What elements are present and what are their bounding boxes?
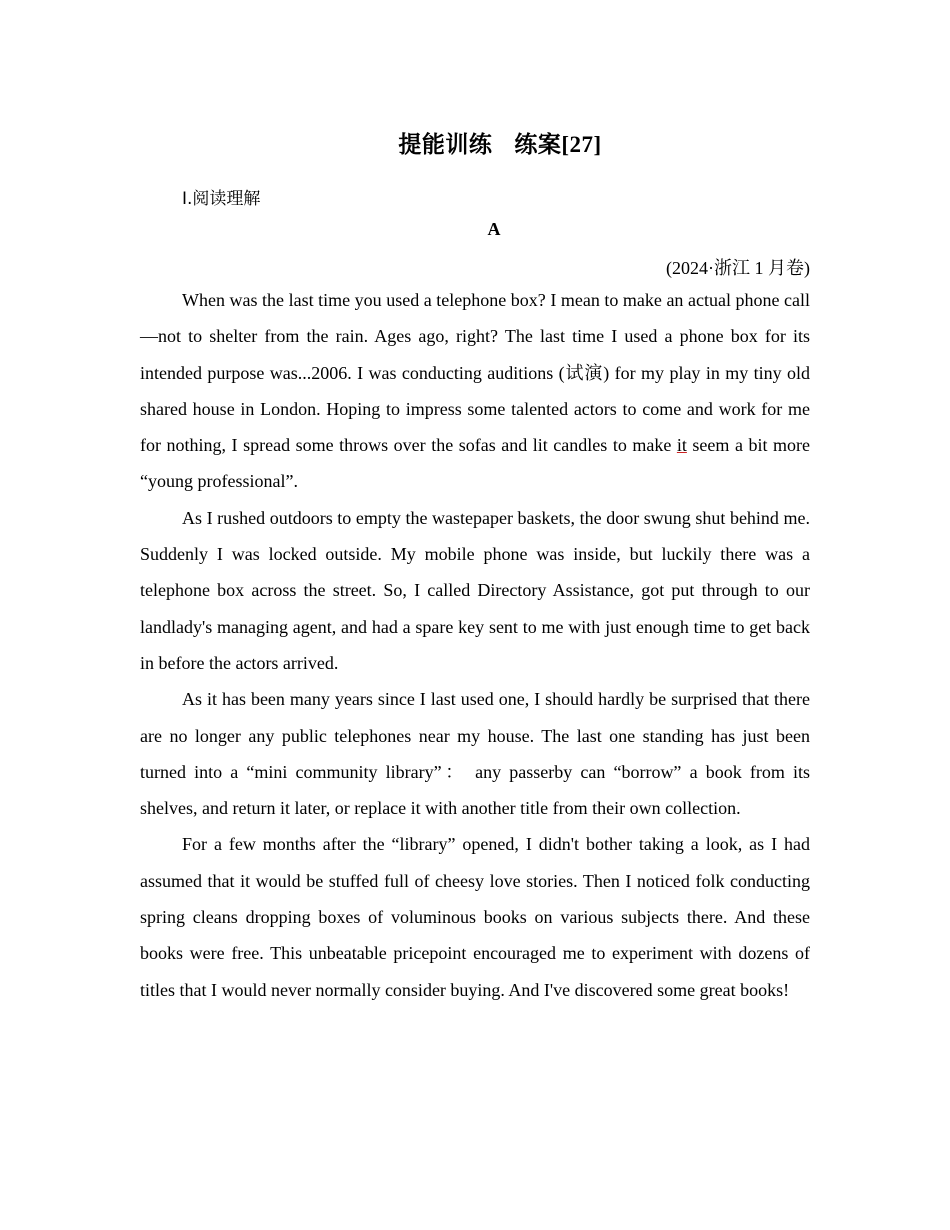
paragraph-1-text-a: When was the last time you used a telephone box? I mean to make an actual phone call—not to shelter from the rain. Ages ago, right? The last time I used a phone box for its intended purpose was...2006. I was conducting auditions (试演) for my play in my tiny old shared house in London. Hoping to impress some talented actors to come and work for me for nothing, I spread some throws over the sofas and lit candles to make: [140, 290, 810, 456]
underlined-word-it: it: [676, 435, 687, 456]
page-title: [0, 126, 950, 159]
passage-letter: A: [487, 219, 501, 239]
title-part-1: 提能训练: [398, 132, 493, 157]
paragraph-2: As I rushed outdoors to empty the wastepaper baskets, the door swung shut behind me. Suddenly I was locked outside. My mobile phone was inside, but luckily there was a telephone box across the street. So, I called Directory Assistance, got put through to our landlady's managing agent, and had a spare key sent to me with just enough time to get back in before the actors arrived.: [140, 507, 810, 673]
section-label: Ⅰ.阅读理解: [182, 189, 261, 209]
paragraph-1: [140, 282, 810, 500]
paragraph-1-text-b: seem a bit more “young professional”.: [140, 435, 810, 492]
paragraph-4: For a few months after the “library” opened, I didn't bother taking a look, as I had assumed that it would be stuffed full of cheesy love stories. Then I noticed folk conducting spring cleans dropping boxes of voluminous books on various subjects there. And these books were free. This unbeatable pricepoint encouraged me to experiment with dozens of titles that I would never normally consider buying. And I've discovered some great books!: [140, 834, 810, 1000]
paragraph-3: As it has been many years since I last used one, I should hardly be surprised that there are no longer any public telephones near my house. The last one standing has just been turned into a “mini community library”： any passerby can “borrow” a book from its shelves, and return it later, or replace it with another title from their own collection.: [140, 689, 810, 819]
title-part-2: 练案[27]: [514, 132, 602, 157]
source-citation: (2024·浙江 1 月卷): [666, 258, 810, 278]
passage-body: [140, 282, 810, 1008]
